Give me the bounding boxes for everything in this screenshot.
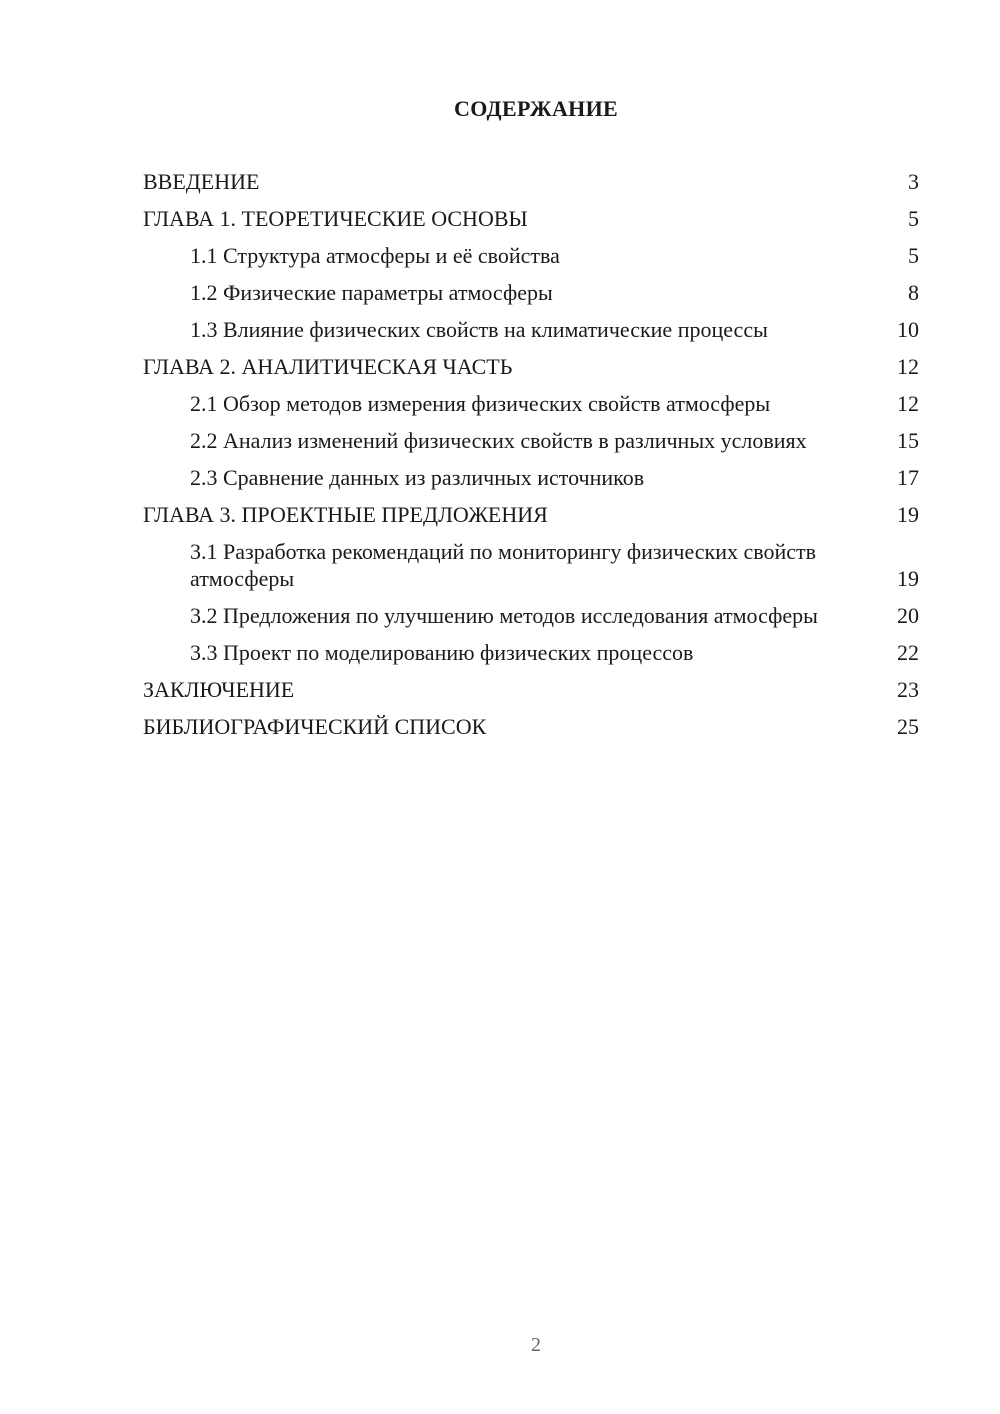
toc-entry-chapter-3 — [143, 501, 919, 528]
toc-entry-text: 3.1 Разработка рекомендаций по мониторингу физических свойств атмосферы — [190, 539, 817, 591]
toc-entry-chapter-2 — [143, 353, 919, 380]
toc-entry-section-3-3 — [143, 639, 919, 666]
toc-entry-text: ГЛАВА 1. ТЕОРЕТИЧЕСКИЕ ОСНОВЫ — [143, 206, 528, 231]
table-of-contents — [143, 168, 919, 750]
toc-entry-bibliography — [143, 713, 919, 740]
toc-entry-section-2-1 — [143, 390, 919, 417]
toc-entry-section-2-2 — [143, 427, 919, 454]
toc-entry-text: 3.3 Проект по моделированию физических процессов — [190, 640, 694, 665]
toc-entry-text: 3.2 Предложения по улучшению методов исследования атмосферы — [190, 603, 818, 628]
toc-entry-text: 2.3 Сравнение данных из различных источников — [190, 465, 645, 490]
toc-entry-page: 15 — [897, 428, 919, 453]
toc-entry-text: БИБЛИОГРАФИЧЕСКИЙ СПИСОК — [143, 714, 487, 739]
toc-entry-page: 8 — [908, 280, 919, 305]
toc-entry-page: 10 — [897, 317, 919, 342]
toc-entry-page: 12 — [897, 354, 919, 379]
toc-entry-section-1-3 — [143, 316, 919, 343]
toc-entry-page: 5 — [908, 243, 919, 268]
toc-entry-page: 19 — [897, 566, 919, 591]
toc-entry-text: 1.3 Влияние физических свойств на климатические процессы — [190, 317, 768, 342]
page-number: 2 — [531, 1334, 541, 1356]
toc-entry-section-3-2 — [143, 602, 919, 629]
toc-entry-page: 17 — [897, 465, 919, 490]
toc-entry-text: 2.1 Обзор методов измерения физических свойств атмосферы — [190, 391, 771, 416]
toc-entry-section-3-1 — [143, 538, 919, 592]
toc-entry-section-1-2 — [143, 279, 919, 306]
toc-entry-page: 12 — [897, 391, 919, 416]
toc-title: СОДЕРЖАНИЕ — [454, 96, 618, 121]
toc-entry-introduction — [143, 168, 919, 195]
toc-entry-text: ВВЕДЕНИЕ — [143, 169, 260, 194]
toc-entry-page: 19 — [897, 502, 919, 527]
toc-entry-page: 22 — [897, 640, 919, 665]
toc-entry-text: 1.2 Физические параметры атмосферы — [190, 280, 553, 305]
toc-entry-conclusion — [143, 676, 919, 703]
toc-entry-page: 20 — [897, 603, 919, 628]
toc-entry-text: ГЛАВА 3. ПРОЕКТНЫЕ ПРЕДЛОЖЕНИЯ — [143, 502, 548, 527]
toc-entry-section-2-3 — [143, 464, 919, 491]
toc-entry-page: 3 — [908, 169, 919, 194]
toc-entry-section-1-1 — [143, 242, 919, 269]
toc-entry-page: 23 — [897, 677, 919, 702]
toc-entry-text: ГЛАВА 2. АНАЛИТИЧЕСКАЯ ЧАСТЬ — [143, 354, 513, 379]
toc-entry-text: 1.1 Структура атмосферы и её свойства — [190, 243, 560, 268]
toc-entry-text: 2.2 Анализ изменений физических свойств в различных условиях — [190, 428, 807, 453]
toc-entry-page: 5 — [908, 206, 919, 231]
toc-entry-text: ЗАКЛЮЧЕНИЕ — [143, 677, 295, 702]
toc-entry-chapter-1 — [143, 205, 919, 232]
toc-entry-page: 25 — [897, 714, 919, 739]
